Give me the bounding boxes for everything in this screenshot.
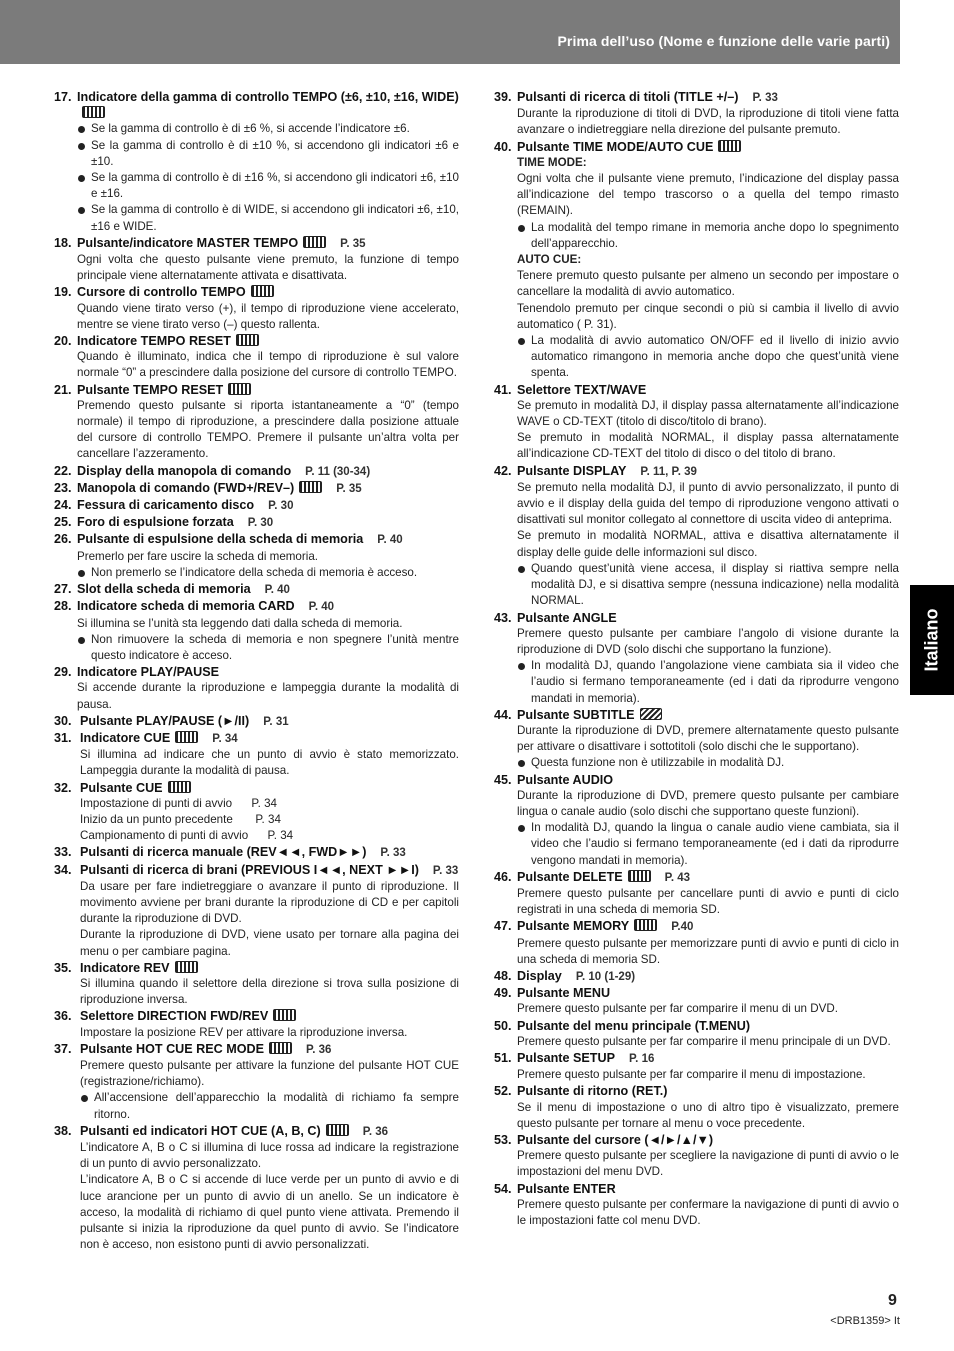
- item-title: Pulsante di espulsione della scheda di memoria: [77, 532, 364, 547]
- paragraph: Impostare la posizione REV per attivare la riproduzione inversa.: [80, 1025, 408, 1039]
- paragraph: Se premuto in modalità NORMAL, il display passa alternatamente all’indicazione CD-TEXT del titolo di disco o del titolo di brano.: [517, 431, 899, 461]
- list-item: [54, 664, 459, 713]
- page-reference: P. 43: [664, 871, 691, 884]
- item-number: 50.: [494, 1018, 512, 1033]
- item-heading: [77, 284, 459, 300]
- page-reference: P. 11, P. 39: [640, 465, 697, 478]
- list-item: [494, 1083, 899, 1132]
- item-title: Pulsante AUDIO: [517, 772, 614, 787]
- item-title: Pulsante TEMPO RESET: [77, 382, 224, 397]
- list-item: [54, 1041, 459, 1123]
- page-reference: P. 10 (1-29): [575, 970, 636, 983]
- item-title: Indicatore PLAY/PAUSE: [77, 665, 220, 680]
- item-number: 26.: [54, 532, 72, 547]
- item-title: Pulsanti di ricerca di brani (PREVIOUS I◄◄, NEXT ►►I): [80, 862, 419, 877]
- page-reference: P. 33: [432, 864, 459, 877]
- item-heading: [517, 139, 899, 155]
- item-title: Pulsante del cursore (◄/►/▲/▼): [517, 1133, 714, 1147]
- list-item: [494, 1018, 899, 1050]
- paragraph: Premere questo pulsante per far comparire il menu di un DVD.: [517, 1002, 838, 1016]
- list-item: [54, 960, 459, 1009]
- list-item: [494, 463, 899, 610]
- item-number: 47.: [494, 919, 512, 934]
- item-title: Foro di espulsione forzata: [77, 515, 234, 530]
- item-number: 18.: [54, 235, 72, 250]
- right-column: [494, 89, 899, 1229]
- item-number: 31.: [54, 730, 72, 745]
- list-item: [54, 844, 459, 861]
- list-item: [494, 869, 899, 919]
- item-heading: [517, 89, 899, 106]
- item-number: 36.: [54, 1009, 72, 1024]
- item-title: Pulsante ENTER: [517, 1181, 616, 1196]
- item-heading: [77, 497, 459, 514]
- item-number: 21.: [54, 382, 72, 397]
- paragraph: Si illumina se l’unità sta leggendo dati dalla scheda di memoria.: [77, 616, 403, 630]
- paragraph: Se premuto nella modalità DJ, il punto di avvio personalizzato, il punto di avvio e il display della guida del tempo di riproduzione vengono attivati o disattivati sul monitor collegato al connettore di uscita video di anteprima.: [517, 480, 899, 527]
- item-heading: [80, 713, 459, 730]
- item-heading: [517, 869, 899, 886]
- paragraph: Quando è illuminato, indica che il tempo di riproduzione è sul valore normale “0” a prescindere dalla posizione del cursore di controllo TEMPO.: [77, 350, 459, 380]
- dj-icon: [303, 236, 326, 248]
- paragraph: Premere questo pulsante per confermare la navigazione di punti di avvio o le impostazioni fatte col menu DVD.: [517, 1197, 899, 1228]
- item-number: 32.: [54, 780, 72, 795]
- list-item: [494, 985, 899, 1017]
- bullet-note: La modalità del tempo rimane in memoria anche dopo lo spegnimento dell’apparecchio.: [517, 220, 899, 252]
- item-title: Manopola di comando (FWD+/REV–): [77, 480, 295, 495]
- page-reference: P. 30: [247, 517, 274, 530]
- item-heading: [77, 598, 459, 615]
- page-reference: P. 40: [264, 584, 290, 597]
- item-heading: [77, 235, 459, 252]
- paragraph: Durante la riproduzione di DVD, premere questo pulsante per cambiare lingua o canale audio (solo dischi che supportano queste funzioni).: [517, 788, 899, 818]
- reference-line: Inizio da un punto precedente P. 34: [80, 812, 281, 826]
- bullet-note: In modalità DJ, quando l’angolazione viene cambiata sia il video che l’audio si fermano temporaneamente (ed i dati da riprodurre vengono mandati in memoria).: [517, 658, 899, 707]
- item-heading: [517, 1018, 899, 1034]
- list-item: [54, 1123, 459, 1254]
- item-number: 38.: [54, 1123, 72, 1138]
- bullet-note: In modalità DJ, quando la lingua o canale audio viene cambiata, sia il video che l’audio si fermano temporaneamente (ed i dati da riprodurre vengono mandati in memoria).: [517, 820, 899, 869]
- reference-line: Campionamento di punti di avvio P. 34: [80, 829, 294, 843]
- item-number: 42.: [494, 463, 512, 478]
- paragraph: Tenendolo premuto per cinque secondi o più si cambia il livello di avvio automatico ( P. 31).: [517, 301, 899, 331]
- item-title: Pulsanti di ricerca manuale (REV◄◄, FWD►►): [80, 845, 367, 860]
- page-reference: P. 30: [268, 500, 294, 513]
- item-title: Pulsante CUE: [80, 780, 163, 795]
- item-title: Pulsanti ed indicatori HOT CUE (A, B, C): [80, 1123, 321, 1138]
- page-reference: P. 11 (30-34): [305, 465, 371, 478]
- item-heading: [517, 1050, 899, 1067]
- item-title: Pulsante del menu principale (T.MENU): [517, 1018, 751, 1033]
- item-title: Display: [517, 968, 562, 983]
- dj-icon: [269, 1042, 292, 1054]
- dj-icon: [273, 1009, 296, 1021]
- item-title: Cursore di controllo TEMPO: [77, 285, 246, 300]
- item-title: Fessura di caricamento disco: [77, 498, 255, 513]
- item-number: 27.: [54, 582, 72, 597]
- paragraph: Tenere premuto questo pulsante per almeno un secondo per impostare o cancellare la modalità di avvio automatico.: [517, 269, 899, 299]
- list-item: [494, 1050, 899, 1083]
- item-number: 20.: [54, 334, 72, 349]
- item-number: 43.: [494, 610, 512, 625]
- item-heading: [517, 610, 899, 626]
- list-item: [494, 139, 899, 382]
- item-number: 33.: [54, 845, 72, 860]
- paragraph: Premerlo per fare uscire la scheda di memoria.: [77, 549, 318, 563]
- paragraph: Premere questo pulsante per memorizzare punti di avvio e punti di ciclo in una scheda di memoria SD.: [517, 936, 899, 966]
- page-reference: P. 36: [306, 1043, 332, 1056]
- list-item: [494, 1181, 899, 1230]
- sub-heading: TIME MODE:: [517, 155, 587, 169]
- item-number: 23.: [54, 480, 72, 495]
- item-heading: [517, 772, 899, 788]
- item-heading: [77, 89, 459, 121]
- list-item: [494, 382, 899, 463]
- bullet-note: Non premerlo se l’indicatore della scheda di memoria è acceso.: [77, 565, 459, 581]
- list-item: [54, 497, 459, 514]
- list-item: [494, 707, 899, 772]
- item-number: 25.: [54, 515, 72, 530]
- dj-icon: [175, 731, 198, 743]
- item-number: 51.: [494, 1050, 512, 1065]
- paragraph: Durante la riproduzione di titoli di DVD, la riproduzione di titoli viene fatta avanzare o indietreggiare nella direzione del pulsante premuto.: [517, 107, 899, 137]
- item-number: 19.: [54, 285, 72, 300]
- document-code: <DRB1359> It: [830, 1315, 900, 1327]
- paragraph: Se premuto in modalità NORMAL, attiva e disattiva alternatamente il display delle guide delle informazioni sul disco.: [517, 529, 899, 559]
- item-title: Pulsante SUBTITLE: [517, 707, 635, 722]
- paragraph: Ogni volta che questo pulsante viene premuto, la funzione di tempo principale viene alternatamente attivata e disattivata.: [77, 253, 459, 283]
- item-title: Pulsante DELETE: [517, 869, 623, 884]
- dj-icon: [251, 285, 274, 297]
- list-item: [54, 514, 459, 531]
- item-heading: [80, 1123, 459, 1140]
- page-reference: P. 40: [308, 601, 335, 614]
- paragraph: L’indicatore A, B o C si illumina di luce rossa ad indicare la registrazione di un punto di avvio personalizzato.: [80, 1141, 459, 1171]
- item-heading: [517, 918, 899, 935]
- item-title: Slot della scheda di memoria: [77, 582, 251, 597]
- item-title: Selettore DIRECTION FWD/REV: [80, 1009, 269, 1024]
- item-number: 45.: [494, 772, 512, 787]
- item-number: 34.: [54, 862, 72, 877]
- list-item: [54, 862, 459, 960]
- page-reference: P. 16: [628, 1052, 655, 1065]
- item-title: Pulsante ANGLE: [517, 610, 617, 625]
- page-header-bar: [0, 0, 900, 64]
- item-title: Pulsante SETUP: [517, 1050, 615, 1065]
- bullet-note: Se la gamma di controllo è di WIDE, si accendono gli indicatori ±6, ±10, ±16 e WIDE.: [77, 202, 459, 234]
- paragraph: Da usare per fare indietreggiare o avanzare il punto di riproduzione. Il movimento avviene per brani durante la riproduzione di CD e per capitoli durante la riproduzione di DVD.: [80, 879, 459, 926]
- item-title: Pulsante di ritorno (RET.): [517, 1084, 668, 1099]
- list-item: [54, 531, 459, 581]
- dj-icon: [168, 781, 191, 793]
- list-item: [494, 918, 899, 968]
- item-title: Pulsante/indicatore MASTER TEMPO: [77, 235, 299, 250]
- list-item: [494, 1132, 899, 1181]
- item-title: Pulsante DISPLAY: [517, 463, 627, 478]
- dj-icon: [175, 961, 198, 973]
- page-number: 9: [888, 1292, 897, 1309]
- paragraph: Premere questo pulsante per far comparire il menu di impostazione.: [517, 1068, 866, 1082]
- page-reference: P. 34: [212, 732, 238, 745]
- bullet-note: All’accensione dell’apparecchio la modalità di richiamo fa sempre ritorno.: [80, 1090, 459, 1122]
- item-heading: [517, 707, 899, 723]
- item-heading: [77, 382, 459, 398]
- item-heading: [80, 780, 459, 796]
- bullet-note: Quando quest’unità viene accesa, il display si riattiva sempre nella modalità DJ, e si disattiva sempre (nessuna indicazione) nella modalità NORMAL.: [517, 561, 899, 610]
- item-number: 39.: [494, 90, 512, 104]
- list-item: [54, 780, 459, 845]
- item-number: 54.: [494, 1181, 512, 1196]
- item-heading: [77, 480, 459, 497]
- item-heading: [80, 1041, 459, 1058]
- item-number: 41.: [494, 382, 512, 397]
- item-number: 52.: [494, 1084, 512, 1099]
- bullet-note: Non rimuovere la scheda di memoria e non spegnere l’unità mentre questo indicatore è acceso.: [77, 632, 459, 664]
- list-item: [54, 89, 459, 235]
- item-heading: [517, 1181, 899, 1197]
- list-item: [54, 235, 459, 285]
- list-item: [494, 968, 899, 985]
- item-number: 46.: [494, 869, 512, 884]
- item-number: 35.: [54, 960, 72, 975]
- dj-icon: [299, 481, 322, 493]
- item-title: Pulsante TIME MODE/AUTO CUE: [517, 139, 714, 154]
- item-heading: [80, 730, 459, 747]
- list-item: [54, 463, 459, 480]
- dvd-icon: [640, 708, 662, 720]
- dj-icon: [82, 106, 105, 118]
- item-heading: [517, 463, 899, 480]
- paragraph: Premere questo pulsante per far comparire il menu principale di un DVD.: [517, 1034, 891, 1048]
- list-item: [54, 480, 459, 497]
- paragraph: Ogni volta che il pulsante viene premuto, l’indicazione del display passa all’indicazione del tempo trascorso o a quella del tempo rimasto (REMAIN).: [517, 172, 899, 218]
- language-tab: [910, 585, 954, 695]
- paragraph: Quando viene tirato verso (+), il tempo di riproduzione viene accelerato, mentre se viene tirato verso (–) questo rallenta.: [77, 301, 459, 331]
- list-item: [54, 333, 459, 382]
- list-item: [494, 610, 899, 707]
- list-item: [54, 284, 459, 333]
- item-heading: [517, 1083, 899, 1099]
- item-title: Indicatore REV: [80, 960, 170, 975]
- item-title: Pulsante MEMORY: [517, 919, 630, 934]
- bullet-note: Questa funzione non è utilizzabile in modalità DJ.: [517, 755, 899, 771]
- bullet-note: Se la gamma di controllo è di ±6 %, si accende l’indicatore ±6.: [77, 121, 459, 137]
- page-reference: P. 36: [362, 1125, 389, 1138]
- list-item: [54, 598, 459, 664]
- paragraph: Premere questo pulsante per attivare la funzione del pulsante HOT CUE (registrazione/richiamo).: [80, 1058, 459, 1089]
- item-heading: [77, 514, 459, 531]
- left-column: [54, 89, 459, 1253]
- language-tab-label: Italiano: [921, 608, 942, 672]
- dj-icon: [718, 140, 741, 152]
- page-reference: P. 35: [336, 482, 362, 495]
- page-reference: P.40: [671, 921, 694, 934]
- item-title: Indicatore CUE: [80, 730, 171, 745]
- page-reference: P. 33: [380, 847, 406, 860]
- item-number: 17.: [54, 90, 72, 104]
- dj-icon: [634, 919, 657, 931]
- paragraph: Si illumina ad indicare che un punto di avvio è stato memorizzato. Lampeggia durante la modalità di pausa.: [80, 748, 459, 778]
- list-item: [54, 1008, 459, 1040]
- list-item: [54, 713, 459, 730]
- paragraph: Premendo questo pulsante si riporta istantaneamente a “0” (tempo normale) il tempo di riproduzione, a prescindere dalla posizione attuale del cursore di controllo TEMPO. Premere il pulsante un’altra volta per cancellare l’azzeramento.: [77, 398, 459, 461]
- item-heading: [77, 664, 459, 680]
- item-heading: [517, 985, 899, 1001]
- item-heading: [517, 968, 899, 985]
- paragraph: Durante la riproduzione di DVD, viene usato per tornare alla pagina dei menu o per cambiare pagina.: [80, 928, 459, 958]
- paragraph: Premere questo pulsante per cambiare l’angolo di visione durante la riproduzione di DVD (solo dischi che supportano la funzione).: [517, 626, 899, 656]
- paragraph: Si illumina quando il selettore della direzione si trova sulla posizione di riproduzione inversa.: [80, 976, 459, 1007]
- dj-icon: [628, 870, 651, 882]
- item-number: 44.: [494, 707, 512, 722]
- section-title: Prima dell’uso (Nome e funzione delle varie parti): [557, 33, 890, 49]
- paragraph: Si accende durante la riproduzione e lampeggia durante la modalità di pausa.: [77, 681, 459, 711]
- item-heading: [77, 581, 459, 598]
- item-title: Pulsante MENU: [517, 986, 611, 1001]
- item-title: Pulsante PLAY/PAUSE (►/II): [80, 713, 250, 728]
- item-number: 24.: [54, 498, 72, 513]
- paragraph: L’indicatore A, B o C si accende di luce verde per un punto di avvio e di luce arancione per un punto di avvio di un anello. Se un indicatore è acceso, la modalità di richiamo di quel punto viene attivata. Premendo il pulsante si inizia la riproduzione da quel punto di avvio. Se l’indicatore non è acceso, non esistono punti di avvio personalizzati.: [80, 1173, 459, 1252]
- dj-icon: [236, 334, 259, 346]
- paragraph: Premere questo pulsante per cancellare punti di avvio e punti di ciclo registrati in una scheda di memoria SD.: [517, 886, 899, 917]
- item-heading: [80, 844, 459, 861]
- item-title: Indicatore della gamma di controllo TEMPO (±6, ±10, ±16, WIDE): [77, 90, 459, 104]
- paragraph: Se premuto in modalità DJ, il display passa alternatamente all’indicazione WAVE o CD-TEXT (titolo di disco/titolo di brano).: [517, 398, 899, 429]
- list-item: [54, 581, 459, 598]
- item-title: Indicatore TEMPO RESET: [77, 334, 231, 349]
- page-reference: P. 40: [377, 534, 403, 547]
- item-number: 30.: [54, 713, 72, 728]
- item-heading: [80, 1008, 459, 1024]
- item-heading: [517, 1132, 899, 1148]
- dj-icon: [228, 383, 251, 395]
- list-item: [494, 89, 899, 139]
- item-title: Pulsante HOT CUE REC MODE: [80, 1041, 265, 1056]
- list-item: [494, 772, 899, 869]
- list-item: [54, 730, 459, 780]
- dj-icon: [326, 1124, 349, 1136]
- item-heading: [517, 382, 899, 398]
- item-number: 22.: [54, 463, 72, 478]
- bullet-note: La modalità di avvio automatico ON/OFF ed il livello di inizio avvio automatico rimangono in memoria anche dopo che quest’unità viene spenta.: [517, 333, 899, 382]
- item-title: Selettore TEXT/WAVE: [517, 382, 647, 397]
- page-reference: P. 31: [263, 715, 289, 728]
- page-reference: P. 33: [752, 92, 778, 104]
- item-heading: [80, 960, 459, 976]
- item-number: 37.: [54, 1041, 72, 1056]
- item-heading: [77, 333, 459, 349]
- item-number: 28.: [54, 599, 72, 614]
- item-title: Display della manopola di comando: [77, 463, 292, 478]
- item-heading: [80, 862, 459, 879]
- sub-heading: AUTO CUE:: [517, 253, 582, 267]
- reference-line: Impostazione di punti di avvio P. 34: [80, 796, 277, 810]
- item-number: 40.: [494, 139, 512, 154]
- item-number: 53.: [494, 1133, 512, 1147]
- item-number: 48.: [494, 968, 512, 983]
- item-title: Indicatore scheda di memoria CARD: [77, 599, 295, 614]
- item-number: 49.: [494, 986, 512, 1001]
- paragraph: Durante la riproduzione di DVD, premere alternatamente questo pulsante per attivare o disattivare i sottotitoli (solo dischi che le supportano).: [517, 723, 899, 754]
- paragraph: Se il menu di impostazione o uno di altro tipo è visualizzato, premere questo pulsante per tornare al menu o voce precedente.: [517, 1100, 899, 1130]
- bullet-note: Se la gamma di controllo è di ±16 %, si accendono gli indicatori ±6, ±10 e ±16.: [77, 170, 459, 202]
- item-heading: [77, 531, 459, 548]
- item-number: 29.: [54, 665, 72, 680]
- list-item: [54, 382, 459, 463]
- bullet-note: Se la gamma di controllo è di ±10 %, si accendono gli indicatori ±6 e ±10.: [77, 138, 459, 170]
- paragraph: Premere questo pulsante per scegliere la navigazione di punti di avvio o le impostazioni del menu DVD.: [517, 1149, 899, 1179]
- item-heading: [77, 463, 459, 480]
- item-title: Pulsanti di ricerca di titoli (TITLE +/–): [517, 90, 739, 104]
- page-reference: P. 35: [340, 237, 366, 250]
